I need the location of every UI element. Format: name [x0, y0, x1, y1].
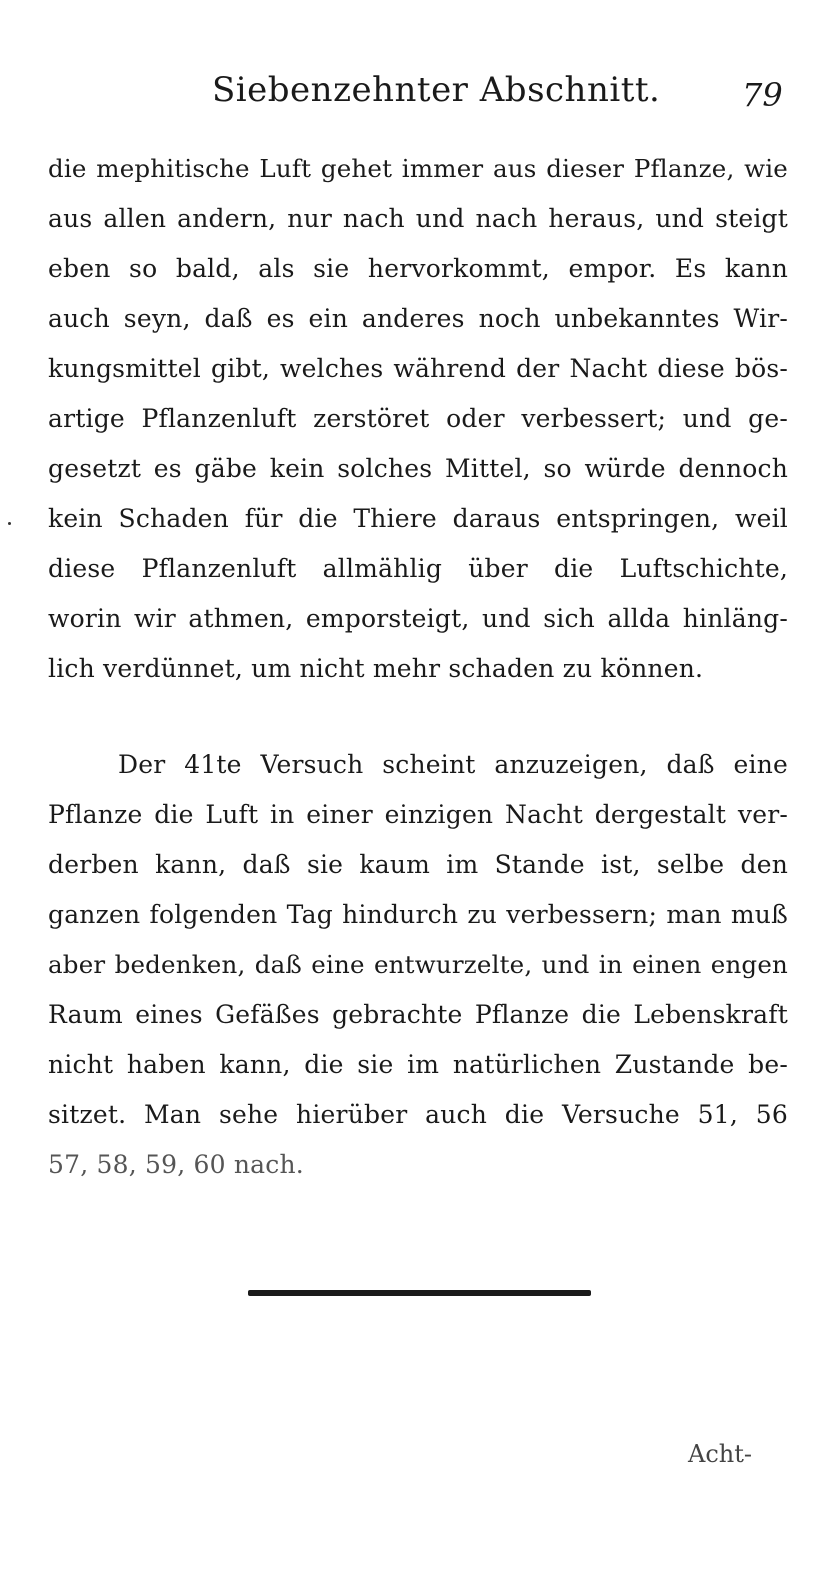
text-line: lich verdünnet, um nicht mehr schaden zu können.	[48, 654, 704, 683]
text-line: gesetzt es gäbe kein solches Mittel, so würde dennoch	[48, 454, 788, 483]
text-line: nicht haben kann, die sie im natürlichen Zustande be-	[48, 1050, 788, 1079]
paragraph-1	[48, 144, 788, 694]
text-line: auch seyn, daß es ein anderes noch unbekanntes Wir-	[48, 304, 788, 333]
text-line: aber bedenken, daß eine entwurzelte, und in einen engen	[48, 950, 788, 979]
text-line: sitzet. Man sehe hierüber auch die Versuche 51, 56	[48, 1100, 788, 1129]
text-line: artige Pflanzenluft zerstöret oder verbessert; und ge-	[48, 404, 788, 433]
text-line: diese Pflanzenluft allmählig über die Luftschichte,	[48, 554, 788, 583]
text-line: ganzen folgenden Tag hindurch zu verbessern; man muß	[48, 900, 788, 929]
text-line: Raum eines Gefäßes gebrachte Pflanze die Lebenskraft	[48, 1000, 788, 1029]
section-divider-rule	[248, 1290, 591, 1296]
text-line: kungsmittel gibt, welches während der Nacht diese bös-	[48, 354, 788, 383]
catchword: Acht-	[688, 1440, 752, 1468]
page-header	[0, 70, 830, 120]
text-line: die mephitische Luft gehet immer aus dieser Pflanze, wie	[48, 154, 788, 183]
page-number: 79	[742, 76, 783, 114]
running-title: Siebenzehnter Abschnitt.	[212, 70, 661, 110]
print-speck	[8, 522, 11, 525]
text-line: 57, 58, 59, 60 nach.	[48, 1150, 304, 1179]
paragraph-2	[48, 740, 788, 1190]
text-line: derben kann, daß sie kaum im Stande ist, selbe den	[48, 850, 788, 879]
text-line: kein Schaden für die Thiere daraus entspringen, weil	[48, 504, 788, 533]
text-line: worin wir athmen, emporsteigt, und sich allda hinläng-	[48, 604, 788, 633]
text-line: Der 41te Versuch scheint anzuzeigen, daß eine	[118, 750, 788, 779]
text-line: aus allen andern, nur nach und nach heraus, und steigt	[48, 204, 788, 233]
text-line: eben so bald, als sie hervorkommt, empor. Es kann	[48, 254, 788, 283]
text-line: Pflanze die Luft in einer einzigen Nacht dergestalt ver-	[48, 800, 788, 829]
